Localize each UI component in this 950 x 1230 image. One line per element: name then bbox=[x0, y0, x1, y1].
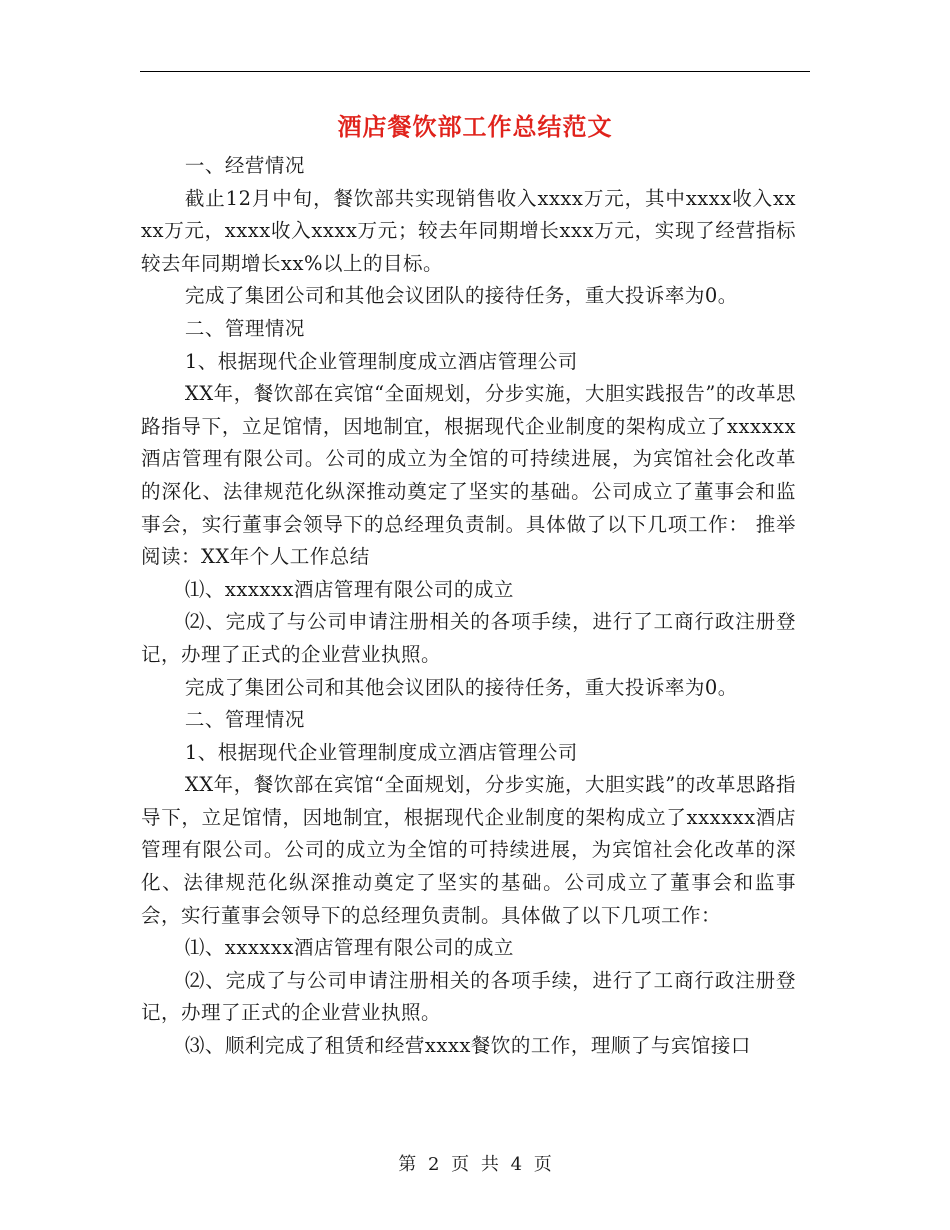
paragraph-reform-repeat: XX年，餐饮部在宾馆“全面规划，分步实施，大胆实践”的改革思路指导下，立足馆情，因地制宜，根据现代企业制度的架构成立了xxxxxx酒店管理有限公司。公司的成立为全馆的可持续进展，为宾馆社会化改革的深化、法律规范化纵深推动奠定了坚实的基础。公司成立了董事会和监事会，实行董事会领导下的总经理负责制。具体做了以下几项工作： bbox=[141, 773, 796, 927]
list-item-2-repeat: ⑵、完成了与公司申请注册相关的各项手续，进行了工商行政注册登记，办理了正式的企业营业执照。 bbox=[141, 968, 796, 1025]
paragraph-sales-revenue: 截止12月中旬，餐饮部共实现销售收入xxxx万元，其中xxxx收入xxxx万元，xxxx收入xxxx万元；较去年同期增长xxx万元，实现了经营指标较去年同期增长xx%以上的目标。 bbox=[141, 186, 796, 275]
paragraph-reception-tasks: 完成了集团公司和其他会议团队的接待任务，重大投诉率为0。 bbox=[184, 284, 738, 308]
document-title: 酒店餐饮部工作总结范文 bbox=[337, 112, 613, 141]
list-item-3: ⑶、顺利完成了租赁和经营xxxx餐饮的工作，理顺了与宾馆接口 bbox=[184, 1034, 751, 1058]
header-rule bbox=[140, 71, 810, 72]
list-item-1: ⑴、xxxxxx酒店管理有限公司的成立 bbox=[184, 577, 514, 601]
list-item-2: ⑵、完成了与公司申请注册相关的各项手续，进行了工商行政注册登记，办理了正式的企业营业执照。 bbox=[141, 610, 796, 666]
section-heading-management: 二、管理情况 bbox=[184, 316, 305, 340]
page-number: 第 2 页 共 4 页 bbox=[398, 1154, 552, 1175]
section-heading-management-repeat: 二、管理情况 bbox=[184, 708, 305, 732]
list-item-1-repeat: ⑴、xxxxxx酒店管理有限公司的成立 bbox=[184, 936, 514, 960]
document-body bbox=[141, 150, 796, 1063]
paragraph-reception-tasks-repeat: 完成了集团公司和其他会议团队的接待任务，重大投诉率为0。 bbox=[184, 675, 738, 699]
paragraph-reform: XX年，餐饮部在宾馆“全面规划，分步实施，大胆实践报告”的改革思路指导下，立足馆情，因地制宜，根据现代企业制度的架构成立了xxxxxx酒店管理有限公司。公司的成立为全馆的可持续进展，为宾馆社会化改革的深化、法律规范化纵深推动奠定了坚实的基础。公司成立了董事会和监事会，实行董事会领导下的总经理负责制。具体做了以下几项工作： 推举阅读：XX年个人工作总结 bbox=[141, 382, 796, 569]
section-heading-operations: 一、经营情况 bbox=[184, 154, 305, 177]
subheading-hotel-company-repeat: 1、根据现代企业管理制度成立酒店管理公司 bbox=[184, 740, 578, 764]
subheading-hotel-company: 1、根据现代企业管理制度成立酒店管理公司 bbox=[184, 349, 578, 373]
